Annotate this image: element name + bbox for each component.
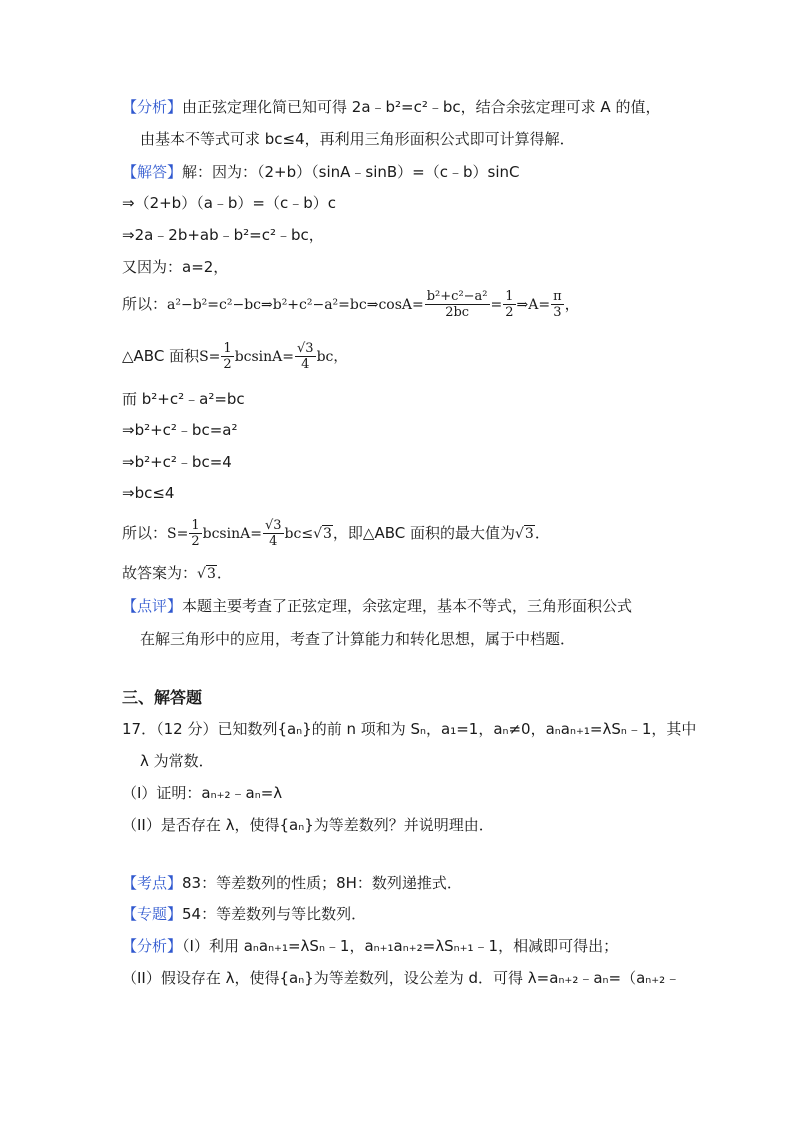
- kaodian-line: 【考点】83：等差数列的性质；8H：数列递推式．: [122, 874, 462, 892]
- fraction: $\frac{\pi}{3}$: [553, 289, 562, 320]
- fraction: $\frac{1}{2}$: [223, 341, 232, 372]
- square-root: √3: [197, 566, 216, 582]
- solution-line-10: ⇒bc≤4: [122, 484, 175, 502]
- solution-line-1: 【解答】解：因为：（2+b）（sinA﹣sinB）=（c﹣b）sinC: [122, 163, 520, 181]
- analysis-tag: 【分析】: [122, 98, 183, 116]
- analysis2-line-2: （II）假设存在 λ，使得{aₙ}为等差数列，设公差为 d．可得 λ=aₙ₊₂﹣aₙ=（aₙ₊₂﹣: [122, 969, 681, 987]
- review-line-2: 在解三角形中的应用，考查了计算能力和转化思想，属于中档题．: [140, 630, 576, 648]
- solution-line-2: ⇒（2+b）（a﹣b）=（c﹣b）c: [122, 194, 336, 212]
- fraction: $\frac{√3}{4}$: [297, 341, 314, 372]
- zhuanti-line: 【专题】54：等差数列与等比数列．: [122, 905, 367, 923]
- solution-line-8: ⇒b²+c²﹣bc=a²: [122, 421, 238, 439]
- analysis-line-1: 【分析】由正弦定理化简已知可得 2a﹣b²=c²﹣bc，结合余弦定理可求 A 的值，: [122, 98, 661, 116]
- solution-tag: 【解答】: [122, 163, 183, 181]
- analysis-line-2: 由基本不等式可求 bc≤4，再利用三角形面积公式即可计算得解．: [140, 130, 575, 148]
- solution-cosine-line: 所以：a²−b²=c²−bc⇒b²+c²−a²=bc⇒cosA= $\frac{\text{b²+c²−a²}}{2bc}$ = $\frac{1}{2}$ ⇒A= $\frac{\pi}{3}$ ，: [122, 289, 580, 320]
- square-root: √3: [514, 526, 534, 542]
- solution-max-area-line: 所以：S= $\frac{1}{2}$ bcsinA= $\frac{√3}{4}$ bc≤√3，即△ABC 面积的最大值为√3．: [122, 513, 550, 554]
- solution-line-4: 又因为：a=2，: [122, 258, 229, 276]
- fraction: $\frac{1}{2}$: [505, 289, 514, 320]
- zhuanti-tag: 【专题】: [122, 905, 183, 923]
- fraction: $\frac{1}{2}$: [191, 518, 200, 549]
- problem-17-part-1: （I）证明：aₙ₊₂﹣aₙ=λ: [122, 784, 283, 802]
- solution-line-9: ⇒b²+c²﹣bc=4: [122, 453, 232, 471]
- section-heading: 三、解答题: [122, 688, 203, 707]
- solution-line-3: ⇒2a﹣2b+ab﹣b²=c²﹣bc，: [122, 226, 324, 244]
- problem-17-line-1: 17．（12 分）已知数列{aₙ}的前 n 项和为 Sₙ，a₁=1，aₙ≠0，aₙaₙ₊₁=λSₙ﹣1，其中: [122, 720, 697, 738]
- problem-17-line-2: λ 为常数．: [140, 752, 214, 770]
- analysis2-line-1: 【分析】（I）利用 aₙaₙ₊₁=λSₙ﹣1，aₙ₊₁aₙ₊₂=λSₙ₊₁﹣1，相减即可得出；: [122, 937, 619, 955]
- solution-line-7: 而 b²+c²﹣a²=bc: [122, 390, 245, 408]
- fraction: $\frac{√3}{4}$: [264, 518, 282, 549]
- analysis2-tag: 【分析】: [122, 937, 183, 955]
- answer-line: 故答案为：√3．: [122, 564, 232, 582]
- fraction: $\frac{\text{b²+c²−a²}}{2bc}$: [426, 289, 488, 320]
- square-root: √3: [313, 526, 332, 542]
- solution-area-line: △ABC 面积S= $\frac{1}{2}$ bcsinA= $\frac{√3}{4}$ bc，: [122, 341, 348, 372]
- review-line-1: 【点评】本题主要考查了正弦定理，余弦定理，基本不等式，三角形面积公式: [122, 597, 633, 615]
- kaodian-tag: 【考点】: [122, 874, 183, 892]
- review-tag: 【点评】: [122, 597, 183, 615]
- problem-17-part-2: （II）是否存在 λ，使得{aₙ}为等差数列？并说明理由．: [122, 816, 494, 834]
